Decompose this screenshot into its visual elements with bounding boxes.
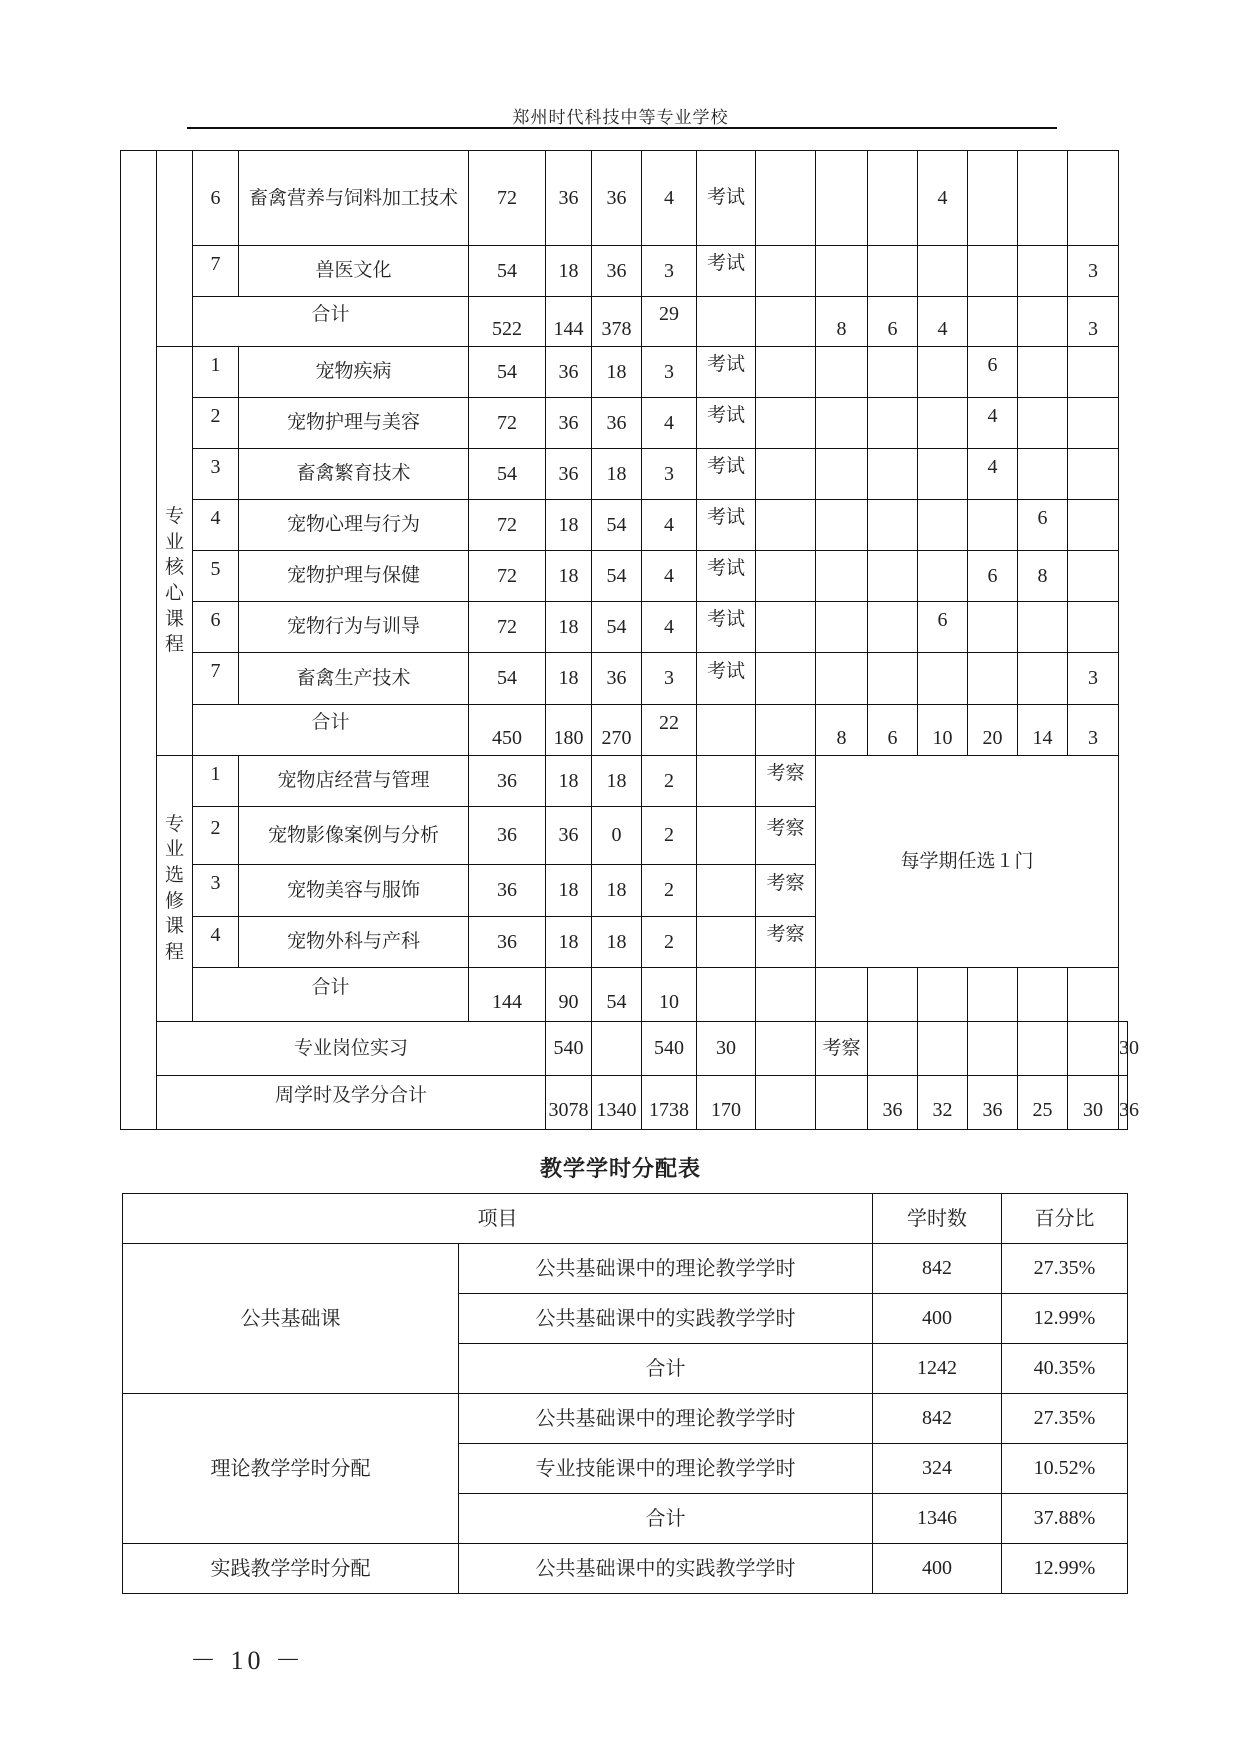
table-row (121, 653, 1128, 705)
practice-hours: 540 (642, 1022, 697, 1076)
category-elective: 专 业 选 修 课 程 (157, 756, 193, 1022)
course-no: 6 (193, 602, 239, 653)
row-hours: 842 (873, 1394, 1002, 1444)
sem2 (868, 653, 918, 705)
total-hours: 144 (469, 968, 546, 1022)
table-row (121, 602, 1128, 653)
total-hours: 36 (469, 756, 546, 807)
sem6: 36 (1119, 1076, 1128, 1130)
sem6 (1068, 968, 1119, 1022)
sem4 (1018, 1022, 1068, 1076)
sem3 (918, 449, 968, 500)
course-no: 2 (193, 807, 239, 865)
sem4: 25 (1018, 1076, 1068, 1130)
total-hours: 3078 (546, 1076, 592, 1130)
practice-hours: 36 (592, 246, 642, 297)
sem5: 8 (1018, 551, 1068, 602)
row-item: 公共基础课中的理论教学学时 (459, 1244, 873, 1294)
total-hours: 72 (469, 151, 546, 246)
category-cell-a2 (157, 151, 193, 347)
row-hours: 400 (873, 1294, 1002, 1344)
practice-hours: 54 (592, 500, 642, 551)
practice-hours: 18 (592, 347, 642, 398)
practice-hours: 0 (592, 807, 642, 865)
sem2 (868, 602, 918, 653)
practice-hours: 270 (592, 705, 642, 756)
practice-hours: 1738 (642, 1076, 697, 1130)
table-row (121, 398, 1128, 449)
sem3: 10 (918, 705, 968, 756)
internship-label: 专业岗位实习 (157, 1022, 546, 1076)
course-name: 畜禽繁育技术 (239, 449, 469, 500)
elective-note: 每学期任选１门 (816, 756, 1119, 968)
exam-type: 考试 (697, 246, 756, 297)
course-name: 宠物外科与产科 (239, 917, 469, 968)
sem3: 4 (918, 151, 968, 246)
sem4 (968, 246, 1018, 297)
sem2: 6 (868, 297, 918, 347)
sem5: 6 (1018, 500, 1068, 551)
credits: 2 (642, 807, 697, 865)
row-item: 公共基础课中的实践教学学时 (459, 1544, 873, 1594)
sem4: 4 (968, 398, 1018, 449)
course-no: 2 (193, 398, 239, 449)
theory-hours: 36 (546, 807, 592, 865)
check-type (756, 398, 816, 449)
sem4: 6 (968, 347, 1018, 398)
subtotal-row (121, 705, 1128, 756)
course-no: 7 (193, 246, 239, 297)
theory-hours: 18 (546, 865, 592, 917)
credits: 30 (697, 1022, 756, 1076)
sem1 (816, 347, 868, 398)
course-name: 畜禽营养与饲料加工技术 (239, 151, 469, 246)
row-percent: 27.35% (1002, 1244, 1128, 1294)
sem6: 3 (1068, 705, 1119, 756)
group-name: 实践教学学时分配 (123, 1544, 459, 1594)
sem4 (968, 602, 1018, 653)
theory-hours: 36 (546, 347, 592, 398)
course-name: 宠物疾病 (239, 347, 469, 398)
sem6 (1068, 449, 1119, 500)
sem3 (918, 968, 968, 1022)
exam-type: 考试 (697, 602, 756, 653)
row-percent: 10.52% (1002, 1444, 1128, 1494)
total-hours: 54 (469, 246, 546, 297)
theory-hours: 18 (546, 756, 592, 807)
header-hours: 学时数 (873, 1194, 1002, 1244)
sem6 (1068, 347, 1119, 398)
credits: 4 (642, 398, 697, 449)
practice-hours: 18 (592, 756, 642, 807)
sem3 (918, 500, 968, 551)
sem4: 20 (968, 705, 1018, 756)
sem5: 14 (1018, 705, 1068, 756)
sem5 (1018, 449, 1068, 500)
table-row (123, 1244, 1128, 1294)
table-row (123, 1394, 1128, 1444)
table-row (121, 347, 1128, 398)
sem2 (918, 1022, 968, 1076)
sem6 (1068, 602, 1119, 653)
theory-hours: 36 (546, 151, 592, 246)
row-hours: 842 (873, 1244, 1002, 1294)
total-hours: 36 (469, 807, 546, 865)
sem2 (868, 246, 918, 297)
page-number: － 10 － (190, 1646, 306, 1675)
table-row (121, 756, 1128, 807)
category-cell-a (121, 151, 157, 347)
allocation-title: 教学学时分配表 (539, 1157, 701, 1182)
sem1 (816, 398, 868, 449)
sem6: 3 (1068, 246, 1119, 297)
check-type: 考察 (756, 917, 816, 968)
check-type: 考察 (756, 807, 816, 865)
sem5 (1018, 398, 1068, 449)
sem2 (868, 398, 918, 449)
credits: 29 (642, 297, 697, 347)
total-hours: 72 (469, 500, 546, 551)
sem6 (1068, 500, 1119, 551)
sem1 (816, 551, 868, 602)
exam-type: 考试 (697, 151, 756, 246)
course-no: 5 (193, 551, 239, 602)
exam-type (697, 297, 756, 347)
practice-hours: 18 (592, 449, 642, 500)
check-type: 考察 (756, 865, 816, 917)
row-hours: 324 (873, 1444, 1002, 1494)
sem5: 30 (1068, 1076, 1119, 1130)
sem3 (918, 551, 968, 602)
credits: 3 (642, 653, 697, 705)
theory-hours: 18 (546, 602, 592, 653)
total-hours: 54 (469, 347, 546, 398)
check-type (756, 297, 816, 347)
sem3 (918, 398, 968, 449)
total-hours: 72 (469, 602, 546, 653)
course-name: 宠物护理与美容 (239, 398, 469, 449)
practice-hours: 54 (592, 602, 642, 653)
row-item: 专业技能课中的理论教学学时 (459, 1444, 873, 1494)
course-plan-table (120, 150, 1139, 1130)
sem1 (816, 602, 868, 653)
total-hours: 54 (469, 449, 546, 500)
exam-type: 考试 (697, 551, 756, 602)
row-item: 公共基础课中的理论教学学时 (459, 1394, 873, 1444)
header-percent: 百分比 (1002, 1194, 1128, 1244)
check-type: 考察 (816, 1022, 868, 1076)
sem2 (868, 968, 918, 1022)
row-hours: 1346 (873, 1494, 1002, 1544)
credits: 4 (642, 151, 697, 246)
total-hours: 36 (469, 865, 546, 917)
group-name: 公共基础课 (123, 1244, 459, 1394)
sem1: 8 (816, 297, 868, 347)
sem6 (1068, 151, 1119, 246)
sem5 (1018, 968, 1068, 1022)
exam-type: 考试 (697, 398, 756, 449)
theory-hours: 18 (546, 653, 592, 705)
theory-hours: 18 (546, 917, 592, 968)
sem4 (968, 500, 1018, 551)
credits: 3 (642, 246, 697, 297)
credits: 3 (642, 347, 697, 398)
check-type (756, 551, 816, 602)
grand-total-row (121, 1076, 1128, 1130)
sem1 (816, 653, 868, 705)
subtotal-label: 合计 (193, 968, 469, 1022)
sem3 (918, 653, 968, 705)
sem3 (918, 347, 968, 398)
exam-type (697, 807, 756, 865)
subtotal-label: 合计 (193, 705, 469, 756)
credits: 2 (642, 917, 697, 968)
sem5 (1018, 151, 1068, 246)
subtotal-label: 合计 (193, 297, 469, 347)
check-type (756, 449, 816, 500)
exam-type (697, 865, 756, 917)
table-row (121, 551, 1128, 602)
exam-type (756, 1022, 816, 1076)
sem6: 3 (1068, 297, 1119, 347)
table-row (121, 246, 1128, 297)
sem2 (868, 449, 918, 500)
sem6: 30 (1119, 1022, 1128, 1076)
theory-hours: 1340 (592, 1076, 642, 1130)
practice-hours: 36 (592, 151, 642, 246)
sem4: 4 (968, 449, 1018, 500)
sem5 (1018, 653, 1068, 705)
credits: 22 (642, 705, 697, 756)
sem5 (1018, 297, 1068, 347)
course-no: 6 (193, 151, 239, 246)
header-item: 项目 (123, 1194, 873, 1244)
credits: 3 (642, 449, 697, 500)
sem3 (968, 1022, 1018, 1076)
total-hours: 36 (469, 917, 546, 968)
header-rule (187, 127, 1057, 129)
check-type (756, 151, 816, 246)
sem2 (868, 347, 918, 398)
sem5 (1068, 1022, 1119, 1076)
exam-type: 考试 (697, 449, 756, 500)
theory-hours: 18 (546, 551, 592, 602)
sem4 (968, 297, 1018, 347)
practice-hours: 36 (592, 653, 642, 705)
row-item: 公共基础课中的实践教学学时 (459, 1294, 873, 1344)
check-type (756, 500, 816, 551)
course-name: 宠物护理与保健 (239, 551, 469, 602)
row-hours: 400 (873, 1544, 1002, 1594)
exam-type (756, 1076, 816, 1130)
practice-hours: 54 (592, 551, 642, 602)
sem3: 6 (918, 602, 968, 653)
sem4: 6 (968, 551, 1018, 602)
total-hours: 72 (469, 551, 546, 602)
sem6 (1068, 398, 1119, 449)
practice-hours: 54 (592, 968, 642, 1022)
sem2: 6 (868, 705, 918, 756)
sem1 (816, 968, 868, 1022)
internship-row (121, 1022, 1128, 1076)
course-name: 宠物行为与训导 (239, 602, 469, 653)
credits: 4 (642, 602, 697, 653)
course-name: 宠物店经营与管理 (239, 756, 469, 807)
row-percent: 40.35% (1002, 1344, 1128, 1394)
allocation-table (122, 1193, 1128, 1594)
sem1 (816, 246, 868, 297)
check-type (756, 347, 816, 398)
practice-hours: 18 (592, 865, 642, 917)
row-item: 合计 (459, 1494, 873, 1544)
sem2: 32 (918, 1076, 968, 1130)
practice-hours: 378 (592, 297, 642, 347)
sem5 (1018, 347, 1068, 398)
total-hours: 522 (469, 297, 546, 347)
sem4 (968, 653, 1018, 705)
exam-type (697, 917, 756, 968)
exam-type: 考试 (697, 653, 756, 705)
row-percent: 12.99% (1002, 1544, 1128, 1594)
theory-hours: 144 (546, 297, 592, 347)
course-name: 宠物心理与行为 (239, 500, 469, 551)
row-percent: 37.88% (1002, 1494, 1128, 1544)
sem2 (868, 151, 918, 246)
practice-hours: 36 (592, 398, 642, 449)
course-name: 畜禽生产技术 (239, 653, 469, 705)
total-hours: 54 (469, 653, 546, 705)
sem5 (1018, 602, 1068, 653)
credits: 4 (642, 551, 697, 602)
exam-type (697, 705, 756, 756)
course-no: 4 (193, 917, 239, 968)
theory-hours: 18 (546, 500, 592, 551)
sem2 (868, 500, 918, 551)
row-hours: 1242 (873, 1344, 1002, 1394)
header-row (123, 1194, 1128, 1244)
theory-hours: 36 (546, 449, 592, 500)
theory-hours (592, 1022, 642, 1076)
sem1: 8 (816, 705, 868, 756)
course-no: 3 (193, 865, 239, 917)
check-type (756, 246, 816, 297)
table-row (121, 449, 1128, 500)
credits: 4 (642, 500, 697, 551)
course-no: 7 (193, 653, 239, 705)
exam-type: 考试 (697, 347, 756, 398)
practice-hours: 18 (592, 917, 642, 968)
sem3 (918, 246, 968, 297)
check-type (756, 602, 816, 653)
course-no: 3 (193, 449, 239, 500)
course-name: 宠物美容与服饰 (239, 865, 469, 917)
course-name: 宠物影像案例与分析 (239, 807, 469, 865)
exam-type (697, 968, 756, 1022)
total-hours: 72 (469, 398, 546, 449)
sem3: 4 (918, 297, 968, 347)
row-percent: 27.35% (1002, 1394, 1128, 1444)
category-core: 专 业 核 心 课 程 (157, 347, 193, 756)
check-type (756, 705, 816, 756)
check-type (756, 653, 816, 705)
total-hours: 450 (469, 705, 546, 756)
check-type (816, 1076, 868, 1130)
category-outer-cell (121, 347, 157, 1130)
theory-hours: 180 (546, 705, 592, 756)
credits: 2 (642, 756, 697, 807)
subtotal-row (121, 968, 1128, 1022)
credits: 2 (642, 865, 697, 917)
page-header-school: 郑州时代科技中等专业学校 (512, 108, 729, 128)
sem1: 36 (868, 1076, 918, 1130)
grand-total-label: 周学时及学分合计 (157, 1076, 546, 1130)
credits: 10 (642, 968, 697, 1022)
course-no: 1 (193, 756, 239, 807)
sem2 (868, 551, 918, 602)
credits: 170 (697, 1076, 756, 1130)
sem1 (816, 449, 868, 500)
table-row (121, 151, 1128, 246)
check-type: 考察 (756, 756, 816, 807)
subtotal-row (121, 297, 1128, 347)
course-no: 1 (193, 347, 239, 398)
sem6: 3 (1068, 653, 1119, 705)
table-row (121, 500, 1128, 551)
sem5 (1018, 246, 1068, 297)
sem6 (1068, 551, 1119, 602)
total-hours: 540 (546, 1022, 592, 1076)
theory-hours: 90 (546, 968, 592, 1022)
sem4 (968, 968, 1018, 1022)
sem3: 36 (968, 1076, 1018, 1130)
sem1 (816, 151, 868, 246)
exam-type: 考试 (697, 500, 756, 551)
table-row (123, 1544, 1128, 1594)
check-type (756, 968, 816, 1022)
exam-type (697, 756, 756, 807)
course-name: 兽医文化 (239, 246, 469, 297)
sem1 (816, 500, 868, 551)
course-no: 4 (193, 500, 239, 551)
row-percent: 12.99% (1002, 1294, 1128, 1344)
theory-hours: 18 (546, 246, 592, 297)
sem1 (868, 1022, 918, 1076)
sem4 (968, 151, 1018, 246)
row-item: 合计 (459, 1344, 873, 1394)
theory-hours: 36 (546, 398, 592, 449)
group-name: 理论教学学时分配 (123, 1394, 459, 1544)
